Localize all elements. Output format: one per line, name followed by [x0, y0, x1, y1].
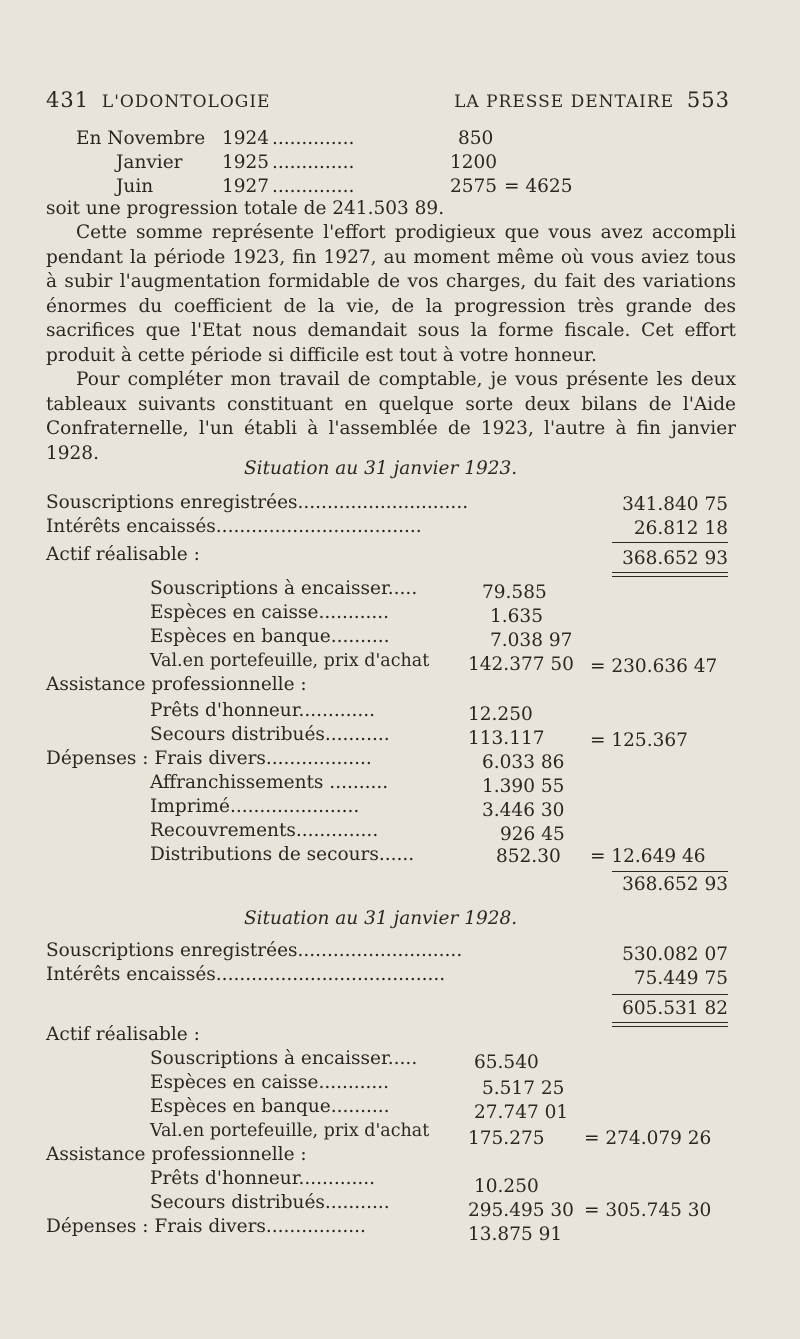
row-label: Secours distribués...........	[150, 724, 390, 745]
row-label: Recouvrements..............	[150, 820, 379, 841]
progression-label: Janvier	[116, 152, 183, 173]
row-label: Prêts d'honneur.............	[150, 1168, 375, 1189]
row-amount: 852.30	[496, 846, 561, 867]
row-amount: 926 45	[500, 824, 565, 845]
row-label: Dépenses : Frais divers.................	[46, 1216, 366, 1237]
progression-dots: ..............	[272, 152, 355, 173]
row-label: Prêts d'honneur.............	[150, 700, 375, 721]
row-label: Affranchissements ..........	[150, 772, 389, 793]
row-label: Espèces en banque..........	[150, 626, 390, 647]
sum-rule	[612, 871, 728, 872]
row-label: Intérêts encaissés...................................	[46, 516, 422, 537]
row-amount: 175.275	[468, 1128, 545, 1149]
double-rule-top	[612, 572, 728, 573]
progression-total: = 4625	[504, 176, 573, 197]
row-label: Secours distribués...........	[150, 1192, 390, 1213]
row-amount: 13.875 91	[468, 1224, 563, 1245]
double-rule-bottom	[612, 1026, 728, 1027]
row-right-value: 368.652 93	[622, 548, 728, 569]
grand-total: 368.652 93	[622, 874, 728, 895]
paragraph: Cette somme représente l'effort prodigieux que vous avez accompli pendant la période 1923, fin 1927, au moment même où vous aviez tous à subir l'augmentation formidable de vos charges, du fait des variations énormes du coefficient de la vie, de la progression très grande des sacrifices que l'Etat nous demandait sous la forme fiscale. Cet effort produit à cette période si difficile est tout à votre honneur.	[46, 222, 736, 366]
progression-dots: ..............	[272, 128, 355, 149]
row-amount: 79.585	[482, 582, 547, 603]
row-amount: 7.038 97	[490, 630, 573, 651]
row-amount: 27.747 01	[474, 1102, 569, 1123]
row-amount: 6.033 86	[482, 752, 565, 773]
row-label: Val.en portefeuille, prix d'achat	[150, 1121, 430, 1141]
row-label: Souscriptions à encaisser.....	[150, 578, 418, 599]
row-amount: 5.517 25	[482, 1078, 565, 1099]
row-label: Assistance professionnelle :	[46, 674, 307, 695]
row-label: Actif réalisable :	[46, 1024, 200, 1045]
row-total: = 125.367	[590, 730, 688, 751]
row-label: Espèces en banque..........	[150, 1096, 390, 1117]
row-total: = 12.649 46	[590, 846, 706, 867]
progression-label: Juin	[116, 176, 154, 197]
progression-summary: soit une progression totale de 241.503 89.	[46, 198, 445, 219]
row-amount: 1.390 55	[482, 776, 565, 797]
progression-value: 850	[458, 128, 494, 149]
page-number-left: 431	[46, 88, 90, 112]
row-label: Souscriptions à encaisser.....	[150, 1048, 418, 1069]
row-right-value: 605.531 82	[622, 998, 728, 1019]
row-label: Dépenses : Frais divers..................	[46, 748, 372, 769]
header-right	[454, 88, 730, 112]
row-amount: 3.446 30	[482, 800, 565, 821]
row-total: = 274.079 26	[584, 1128, 712, 1149]
row-right-value: 530.082 07	[622, 944, 728, 965]
row-total: = 230.636 47	[590, 656, 718, 677]
progression-label: En Novembre	[76, 128, 206, 149]
progression-value: 1200	[450, 152, 498, 173]
double-rule-bottom	[612, 576, 728, 577]
row-amount: 1.635	[490, 606, 543, 627]
sum-rule	[612, 994, 728, 995]
row-total: = 305.745 30	[584, 1200, 712, 1221]
paragraph: Pour compléter mon travail de comptable, je vous présente les deux tableaux suivants constituant en quelque sorte deux bilans de l'Aide Confraternelle, l'un établi à l'assemblée de 1923, l'autre à fin janvier 1928.	[46, 369, 736, 464]
progression-value: 2575	[450, 176, 498, 197]
row-amount: 65.540	[474, 1052, 539, 1073]
sum-rule	[612, 542, 728, 543]
section-title: Situation au 31 janvier 1923.	[244, 458, 518, 479]
row-amount: 12.250	[468, 704, 533, 725]
row-label: Espèces en caisse............	[150, 1072, 390, 1093]
header-left	[46, 88, 270, 112]
journal-title-right: LA PRESSE DENTAIRE	[454, 92, 675, 112]
row-label: Imprimé......................	[150, 796, 360, 817]
row-right-value: 75.449 75	[633, 968, 728, 989]
row-label: Souscriptions enregistrées.............................	[46, 492, 469, 513]
progression-year: 1924	[222, 128, 270, 149]
row-label: Actif réalisable :	[46, 544, 200, 565]
section-title: Situation au 31 janvier 1928.	[244, 908, 518, 929]
progression-dots: ..............	[272, 176, 355, 197]
row-amount: 10.250	[474, 1176, 539, 1197]
row-amount: 295.495 30	[468, 1200, 574, 1221]
row-right-value: 26.812 18	[633, 518, 728, 539]
row-label: Espèces en caisse............	[150, 602, 390, 623]
progression-year: 1925	[222, 152, 270, 173]
row-right-value: 341.840 75	[622, 494, 728, 515]
row-label: Distributions de secours......	[150, 844, 415, 865]
double-rule-top	[612, 1022, 728, 1023]
row-amount: 113.117	[468, 728, 545, 749]
progression-year: 1927	[222, 176, 270, 197]
body-text	[46, 221, 736, 466]
row-label: Assistance professionnelle :	[46, 1144, 307, 1165]
row-label: Intérêts encaissés.......................................	[46, 964, 446, 985]
row-amount: 142.377 50	[468, 654, 574, 675]
journal-title-left: L'ODONTOLOGIE	[101, 92, 271, 112]
row-label: Souscriptions enregistrées............................	[46, 940, 463, 961]
page-number-right: 553	[686, 88, 730, 112]
row-label: Val.en portefeuille, prix d'achat	[150, 651, 430, 671]
